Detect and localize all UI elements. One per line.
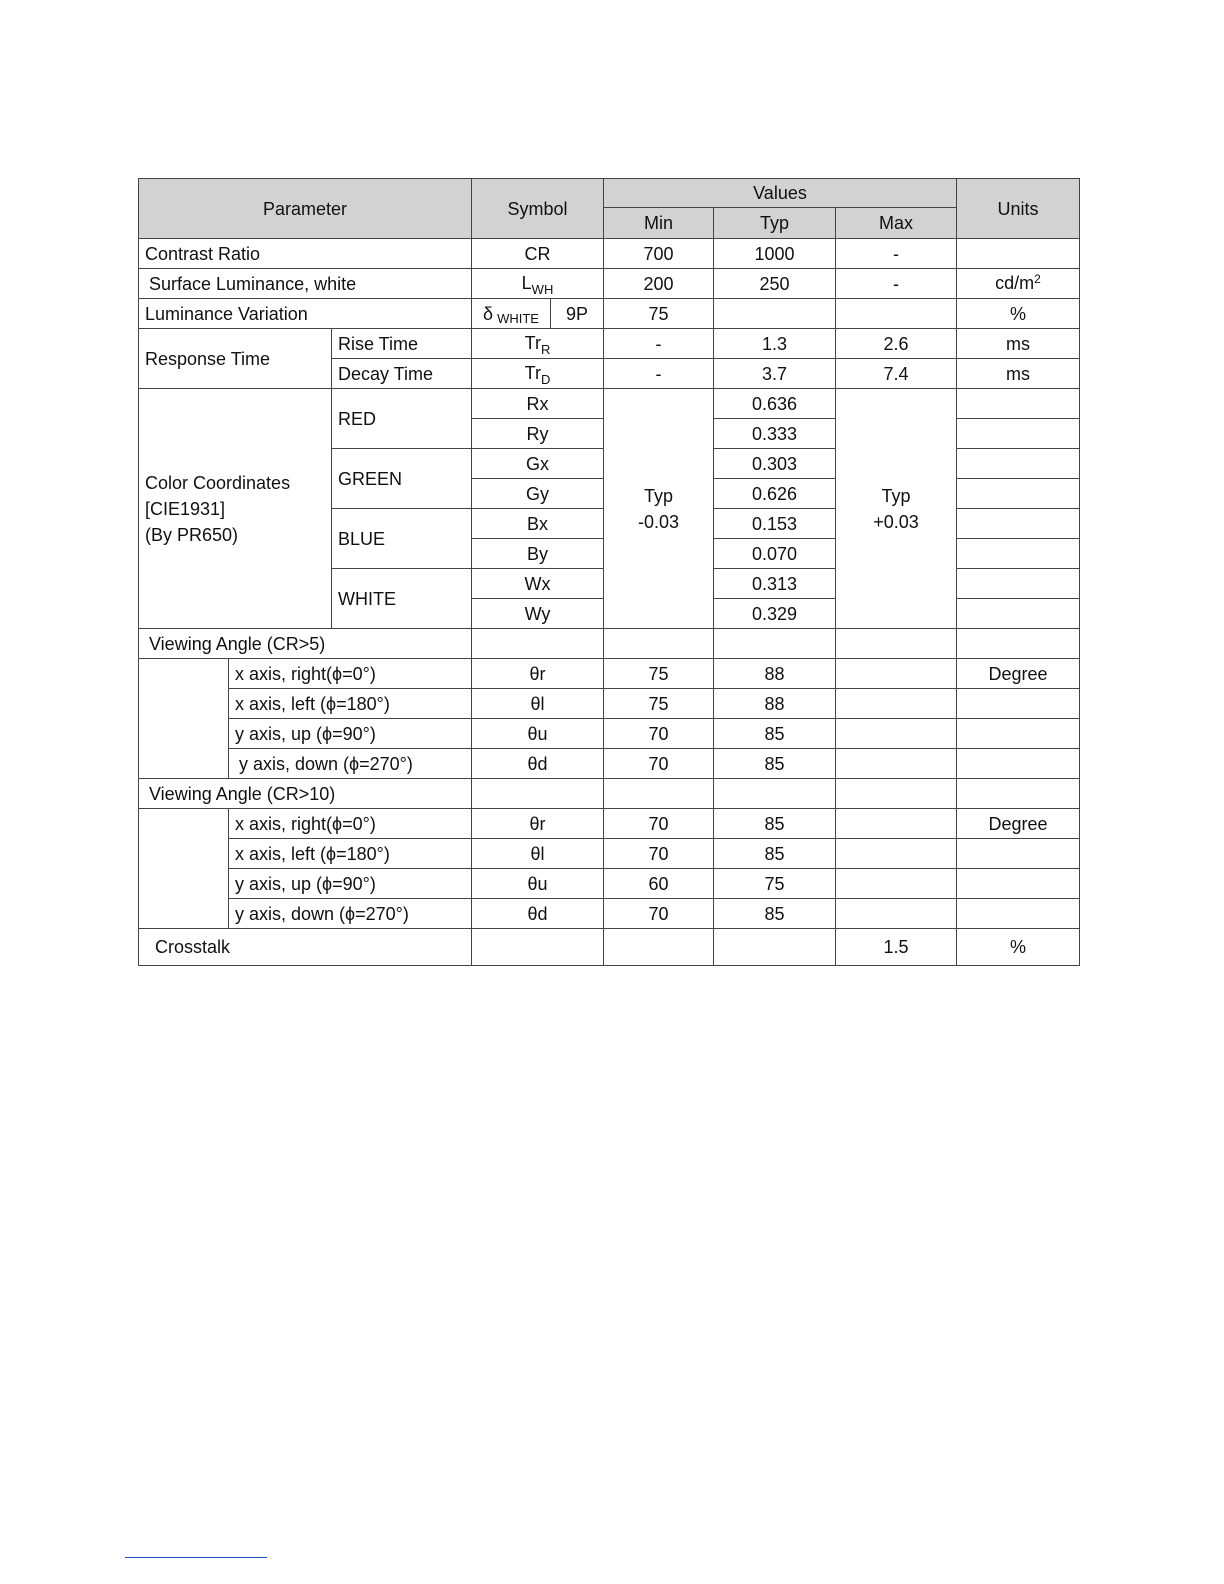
- surface-units-main: cd/m: [995, 272, 1035, 293]
- viewing-item-symbol: θd: [472, 749, 604, 779]
- row-viewing-cr5-header: [139, 629, 1080, 659]
- viewing-item-typ: 88: [714, 689, 836, 719]
- empty-cell: [836, 779, 957, 809]
- color-symbol: Wx: [472, 569, 604, 599]
- variation-label: Luminance Variation: [139, 299, 472, 329]
- color-symbol: Rx: [472, 389, 604, 419]
- color-symbol: Gy: [472, 479, 604, 509]
- color-group-white: WHITE: [332, 569, 472, 629]
- surface-typ: 250: [714, 269, 836, 299]
- surface-label: Surface Luminance, white: [139, 269, 472, 299]
- variation-min: 75: [604, 299, 714, 329]
- response-label: Response Time: [139, 329, 332, 389]
- variation-typ: [714, 299, 836, 329]
- color-typ: 0.070: [714, 539, 836, 569]
- viewing-item-max: [836, 839, 957, 869]
- surface-symbol-sub: WH: [531, 281, 554, 297]
- empty-cell: [604, 629, 714, 659]
- contrast-min: 700: [604, 239, 714, 269]
- rise-symbol-main: Tr: [524, 332, 541, 353]
- viewing-item-label: y axis, up (ϕ=90°): [229, 719, 472, 749]
- decay-symbol: [472, 359, 604, 389]
- header-units: Units: [957, 179, 1080, 239]
- viewing-indent-cell: [139, 809, 229, 929]
- color-max: [836, 389, 957, 629]
- row-rise-time: [139, 329, 1080, 359]
- crosstalk-symbol: [472, 929, 604, 966]
- viewing-item-units: [957, 899, 1080, 929]
- viewing-item-symbol: θl: [472, 839, 604, 869]
- empty-cell: [604, 779, 714, 809]
- viewing-item-label: y axis, down (ϕ=270°): [229, 899, 472, 929]
- contrast-max: -: [836, 239, 957, 269]
- row-luminance-variation: [139, 299, 1080, 329]
- color-max-line2: +0.03: [873, 511, 919, 532]
- viewing-item-symbol: θu: [472, 719, 604, 749]
- rise-max: 2.6: [836, 329, 957, 359]
- variation-symbol-9p: 9P: [565, 303, 589, 324]
- viewing-item-max: [836, 809, 957, 839]
- contrast-label: Contrast Ratio: [139, 239, 472, 269]
- viewing-item-label: x axis, right(ϕ=0°): [229, 659, 472, 689]
- color-min-line1: Typ: [643, 485, 673, 506]
- color-group-blue: BLUE: [332, 509, 472, 569]
- decay-min: -: [604, 359, 714, 389]
- viewing-item-units: Degree: [957, 659, 1080, 689]
- crosstalk-units: %: [957, 929, 1080, 966]
- color-typ: 0.153: [714, 509, 836, 539]
- viewing-item-max: [836, 899, 957, 929]
- viewing-cr10-label: Viewing Angle (CR>10): [139, 779, 472, 809]
- viewing-item-typ: 85: [714, 749, 836, 779]
- row-viewing-cr10-item: [139, 839, 1080, 869]
- color-label-line3: (By PR650): [145, 524, 239, 545]
- color-label-line2: [CIE1931]: [145, 498, 226, 519]
- viewing-indent-cell: [139, 659, 229, 779]
- viewing-item-min: 75: [604, 659, 714, 689]
- rise-label: Rise Time: [332, 329, 472, 359]
- optical-spec-table: [138, 178, 1080, 966]
- viewing-item-min: 70: [604, 809, 714, 839]
- color-group-red: RED: [332, 389, 472, 449]
- viewing-item-typ: 88: [714, 659, 836, 689]
- row-color-rx: [139, 389, 1080, 419]
- row-surface-luminance: [139, 269, 1080, 299]
- viewing-item-units: [957, 869, 1080, 899]
- variation-delta-glyph: δ: [483, 303, 494, 324]
- color-units: [957, 569, 1080, 599]
- variation-symbol: [472, 299, 604, 329]
- color-min: [604, 389, 714, 629]
- crosstalk-typ: [714, 929, 836, 966]
- empty-cell: [957, 629, 1080, 659]
- row-viewing-cr5-item: [139, 749, 1080, 779]
- viewing-item-max: [836, 749, 957, 779]
- color-symbol: Wy: [472, 599, 604, 629]
- viewing-item-typ: 75: [714, 869, 836, 899]
- color-typ: 0.636: [714, 389, 836, 419]
- viewing-item-units: [957, 719, 1080, 749]
- color-group-green: GREEN: [332, 449, 472, 509]
- empty-cell: [472, 629, 604, 659]
- variation-delta-sub: WHITE: [497, 310, 539, 326]
- decay-label: Decay Time: [332, 359, 472, 389]
- empty-cell: [714, 779, 836, 809]
- empty-cell: [836, 629, 957, 659]
- contrast-typ: 1000: [714, 239, 836, 269]
- viewing-item-symbol: θr: [472, 809, 604, 839]
- rise-symbol: [472, 329, 604, 359]
- viewing-item-min: 60: [604, 869, 714, 899]
- viewing-item-min: 70: [604, 719, 714, 749]
- header-values: Values: [604, 179, 957, 208]
- contrast-symbol: CR: [472, 239, 604, 269]
- color-units: [957, 419, 1080, 449]
- surface-symbol-main: L: [521, 272, 532, 293]
- rise-typ: 1.3: [714, 329, 836, 359]
- viewing-item-units: [957, 839, 1080, 869]
- decay-max: 7.4: [836, 359, 957, 389]
- surface-units-sup: 2: [1034, 271, 1041, 286]
- viewing-item-max: [836, 659, 957, 689]
- viewing-item-max: [836, 869, 957, 899]
- color-label: [139, 389, 332, 629]
- surface-symbol: [472, 269, 604, 299]
- viewing-item-symbol: θu: [472, 869, 604, 899]
- color-units: [957, 539, 1080, 569]
- viewing-item-typ: 85: [714, 839, 836, 869]
- viewing-cr5-label: Viewing Angle (CR>5): [139, 629, 472, 659]
- decay-typ: 3.7: [714, 359, 836, 389]
- crosstalk-max: 1.5: [836, 929, 957, 966]
- rise-units: ms: [957, 329, 1080, 359]
- color-symbol: Gx: [472, 449, 604, 479]
- empty-cell: [957, 779, 1080, 809]
- empty-cell: [714, 629, 836, 659]
- viewing-item-label: y axis, down (ϕ=270°): [229, 749, 472, 779]
- empty-cell: [472, 779, 604, 809]
- viewing-item-min: 75: [604, 689, 714, 719]
- row-viewing-cr10-header: [139, 779, 1080, 809]
- color-typ: 0.329: [714, 599, 836, 629]
- viewing-item-min: 70: [604, 749, 714, 779]
- decay-symbol-main: Tr: [524, 362, 541, 383]
- color-units: [957, 389, 1080, 419]
- viewing-item-min: 70: [604, 899, 714, 929]
- header-typ: Typ: [714, 208, 836, 239]
- row-viewing-cr10-item: [139, 869, 1080, 899]
- color-symbol: Ry: [472, 419, 604, 449]
- row-viewing-cr10-item: [139, 899, 1080, 929]
- viewing-item-min: 70: [604, 839, 714, 869]
- decay-symbol-sub: D: [540, 371, 551, 387]
- viewing-item-label: y axis, up (ϕ=90°): [229, 869, 472, 899]
- viewing-item-label: x axis, left (ϕ=180°): [229, 839, 472, 869]
- row-viewing-cr10-item: [139, 809, 1080, 839]
- header-min: Min: [604, 208, 714, 239]
- variation-units: %: [957, 299, 1080, 329]
- variation-symbol-delta: [472, 299, 551, 328]
- viewing-item-typ: 85: [714, 719, 836, 749]
- viewing-item-symbol: θl: [472, 689, 604, 719]
- variation-max: [836, 299, 957, 329]
- viewing-item-max: [836, 689, 957, 719]
- row-viewing-cr5-item: [139, 719, 1080, 749]
- header-parameter: Parameter: [139, 179, 472, 239]
- viewing-item-symbol: θd: [472, 899, 604, 929]
- color-units: [957, 599, 1080, 629]
- header-max: Max: [836, 208, 957, 239]
- footnote-separator: [125, 1557, 267, 1558]
- viewing-item-units: Degree: [957, 809, 1080, 839]
- color-symbol: By: [472, 539, 604, 569]
- rise-min: -: [604, 329, 714, 359]
- crosstalk-label: Crosstalk: [139, 929, 472, 966]
- surface-min: 200: [604, 269, 714, 299]
- viewing-item-symbol: θr: [472, 659, 604, 689]
- color-symbol: Bx: [472, 509, 604, 539]
- header-symbol: Symbol: [472, 179, 604, 239]
- color-units: [957, 449, 1080, 479]
- row-contrast-ratio: [139, 239, 1080, 269]
- color-typ: 0.333: [714, 419, 836, 449]
- row-viewing-cr5-item: [139, 689, 1080, 719]
- viewing-item-typ: 85: [714, 809, 836, 839]
- color-min-line2: -0.03: [637, 511, 680, 532]
- rise-symbol-sub: R: [540, 341, 551, 357]
- crosstalk-min: [604, 929, 714, 966]
- color-label-line1: Color Coordinates: [145, 472, 291, 493]
- viewing-item-units: [957, 749, 1080, 779]
- decay-units: ms: [957, 359, 1080, 389]
- viewing-item-label: x axis, right(ϕ=0°): [229, 809, 472, 839]
- viewing-item-units: [957, 689, 1080, 719]
- color-units: [957, 509, 1080, 539]
- surface-max: -: [836, 269, 957, 299]
- color-typ: 0.626: [714, 479, 836, 509]
- viewing-item-label: x axis, left (ϕ=180°): [229, 689, 472, 719]
- header-row-top: [139, 179, 1080, 208]
- color-typ: 0.313: [714, 569, 836, 599]
- color-typ: 0.303: [714, 449, 836, 479]
- contrast-units: [957, 239, 1080, 269]
- row-viewing-cr5-item: [139, 659, 1080, 689]
- viewing-item-max: [836, 719, 957, 749]
- color-max-line1: Typ: [881, 485, 911, 506]
- row-crosstalk: [139, 929, 1080, 966]
- surface-units: [957, 269, 1080, 299]
- color-units: [957, 479, 1080, 509]
- viewing-item-typ: 85: [714, 899, 836, 929]
